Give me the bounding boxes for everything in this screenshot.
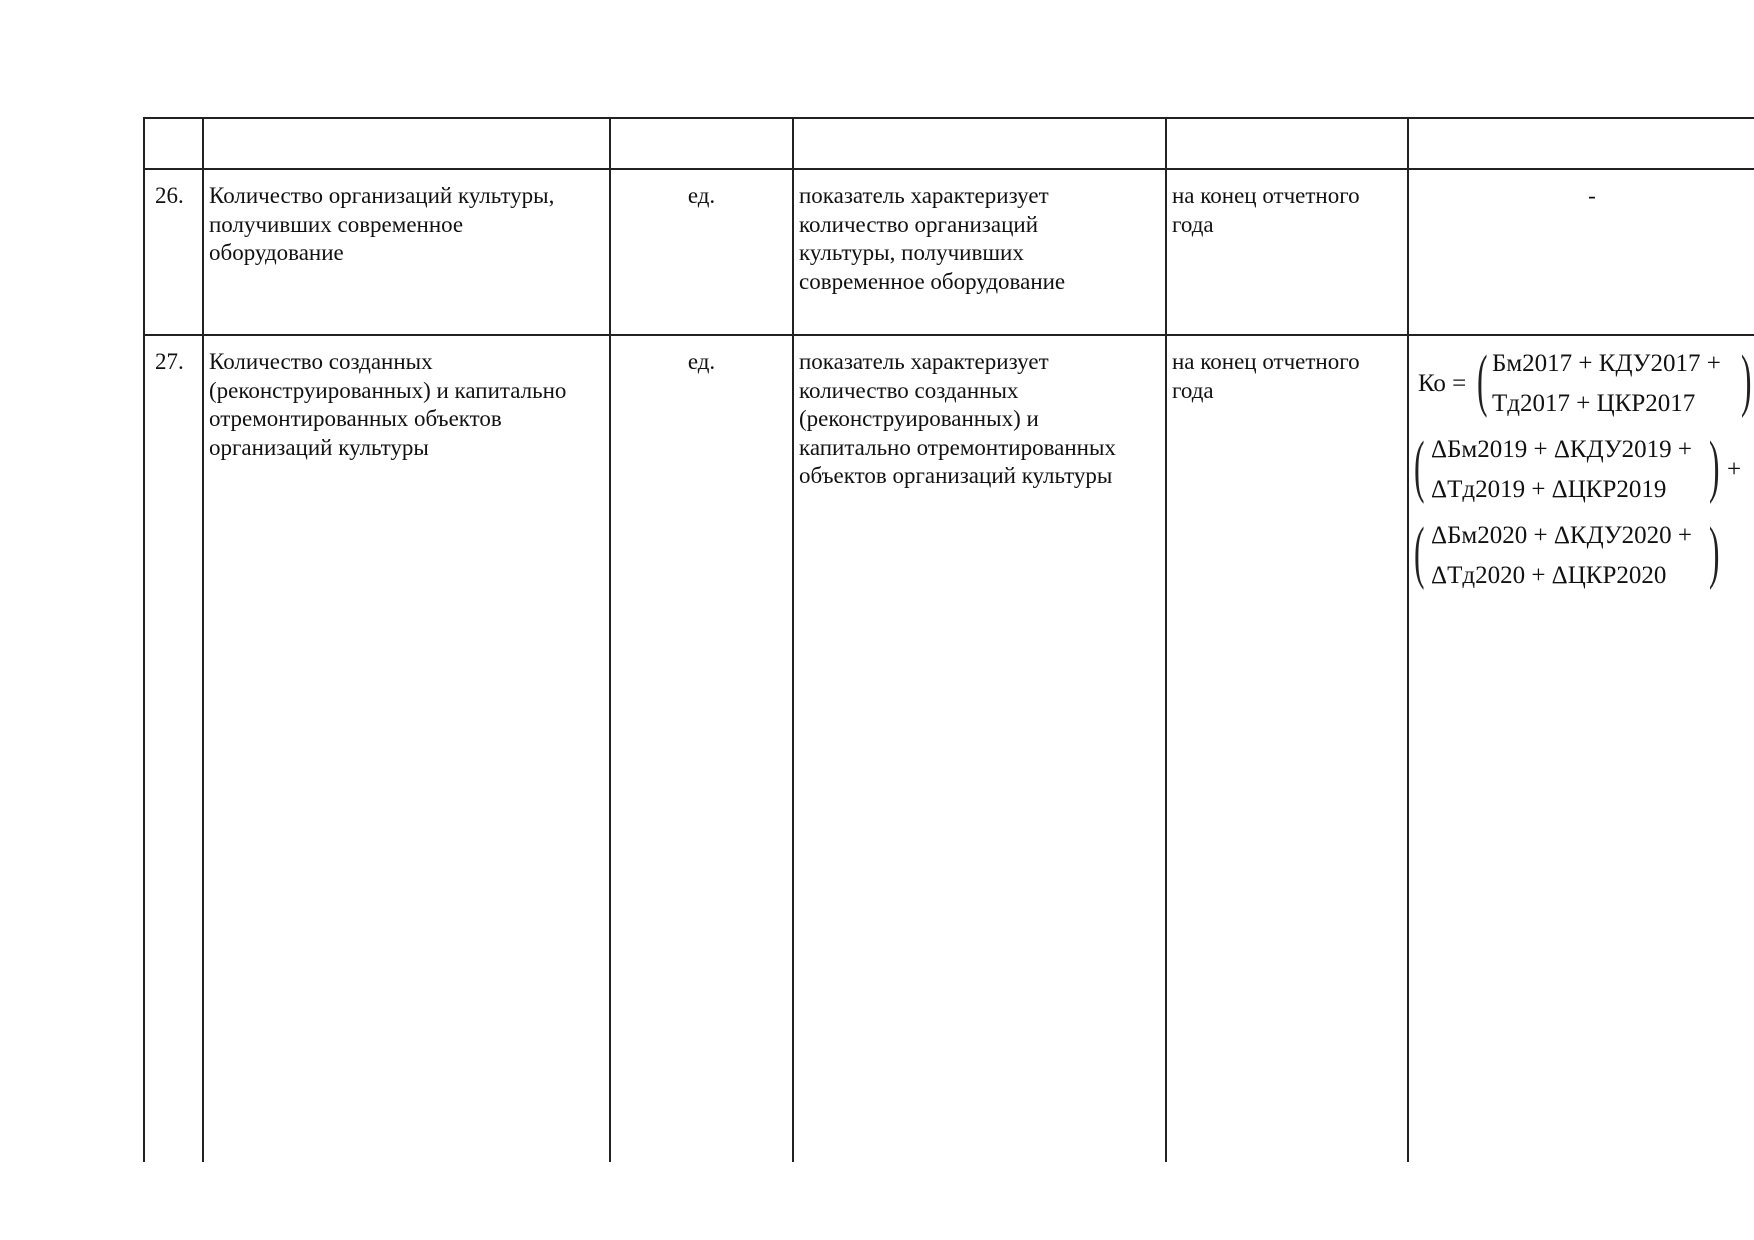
table-top-border	[143, 117, 1754, 119]
formula-term: ΔБм2020 + ΔКДУ2020 +	[1431, 522, 1693, 549]
text-line: отремонтированных объектов	[209, 406, 502, 431]
reporting-period	[1172, 182, 1407, 239]
indicator-description	[799, 348, 1165, 491]
right-paren-icon: )	[1709, 514, 1720, 591]
text-line: Количество созданных	[209, 349, 433, 374]
column-divider	[1165, 117, 1167, 1162]
text-line: Количество организаций культуры,	[209, 183, 555, 208]
formula-term: ΔТд2019 + ΔЦКР2019	[1431, 476, 1667, 503]
unit: ед.	[687, 349, 716, 374]
formula-term: ΔТд2020 + ΔЦКР2020	[1431, 562, 1667, 589]
row-divider	[143, 334, 1754, 336]
unit: ед.	[687, 183, 716, 208]
text-line: современное оборудование	[799, 268, 1066, 294]
text-line: показатель характеризует	[799, 183, 1049, 208]
indicator-name	[209, 182, 609, 268]
formula-term: ΔБм2019 + ΔКДУ2019 +	[1431, 436, 1693, 463]
column-divider	[202, 117, 204, 1162]
text-line: организаций культуры	[209, 434, 429, 460]
column-divider	[1407, 117, 1409, 1162]
formula-dash: -	[1588, 183, 1596, 208]
indicator-description	[799, 182, 1165, 296]
text-line: количество созданных	[799, 377, 1019, 403]
column-divider	[143, 117, 145, 1162]
text-line: капитально отремонтированных	[799, 434, 1116, 460]
text-line: (реконструированных) и	[799, 406, 1039, 431]
left-paren-icon: (	[1414, 428, 1425, 505]
indicator-name	[209, 348, 609, 462]
column-divider	[609, 117, 611, 1162]
row-number: 26.	[155, 183, 184, 208]
formula-lhs: Ко =	[1418, 370, 1467, 397]
text-line: получивших современное	[209, 211, 464, 237]
row-number: 27.	[155, 349, 184, 374]
text-line: культуры, получивших	[799, 240, 1024, 265]
text-line: оборудование	[209, 240, 344, 265]
left-paren-icon: (	[1414, 514, 1425, 591]
text-line: (реконструированных) и капитально	[209, 377, 567, 403]
row-divider	[143, 168, 1754, 170]
formula-term: Тд2017 + ЦКР2017	[1492, 390, 1696, 417]
calculation-formula	[1409, 344, 1754, 604]
text-line: количество организаций	[799, 211, 1039, 237]
text-line: года	[1172, 211, 1214, 237]
formula-term: Бм2017 + КДУ2017 +	[1492, 350, 1721, 377]
text-line: года	[1172, 377, 1214, 403]
right-paren-icon: )	[1709, 428, 1720, 505]
right-paren-icon: )	[1741, 342, 1752, 419]
left-paren-icon: (	[1477, 342, 1488, 419]
text-line: на конец отчетного	[1172, 349, 1360, 374]
text-line: на конец отчетного	[1172, 183, 1360, 208]
text-line: показатель характеризует	[799, 349, 1049, 374]
formula-plus: +	[1727, 456, 1742, 483]
column-divider	[792, 117, 794, 1162]
reporting-period	[1172, 348, 1407, 405]
text-line: объектов организаций культуры	[799, 463, 1113, 488]
